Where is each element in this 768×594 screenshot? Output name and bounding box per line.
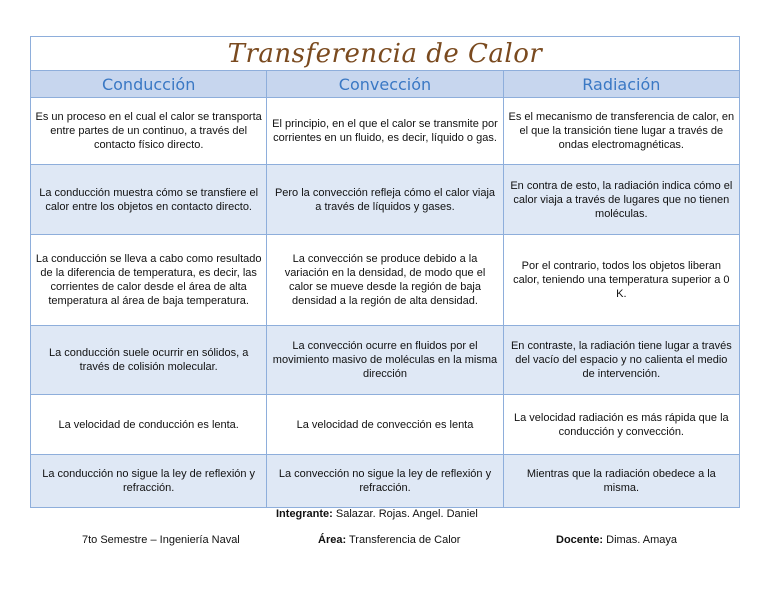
footer-integrante (276, 508, 478, 520)
table-cell: Es el mecanismo de transferencia de calor, en el que la transición tiene lugar a través de ondas electromagnéticas. (503, 98, 739, 165)
comparison-table (30, 36, 740, 508)
integrante-label: Integrante: (276, 508, 333, 520)
table-cell: La conducción se lleva a cabo como resultado de la diferencia de temperatura, es decir, las corrientes de calor desde el área de alta temperatura al área de baja temperatura. (31, 235, 267, 326)
table-row (31, 395, 740, 455)
table-cell: En contraste, la radiación tiene lugar a través del vacío del espacio y no calienta el medio de intervención. (503, 326, 739, 395)
table-row (31, 455, 740, 508)
table-cell: La conducción muestra cómo se transfiere el calor entre los objetos en contacto directo. (31, 165, 267, 235)
table-cell: La velocidad radiación es más rápida que la conducción y convección. (503, 395, 739, 455)
table-row (31, 326, 740, 395)
table-cell: Por el contrario, todos los objetos liberan calor, teniendo una temperatura superior a 0 K. (503, 235, 739, 326)
footer-area (318, 534, 460, 546)
table-cell: La convección ocurre en fluidos por el movimiento masivo de moléculas en la misma dirección (267, 326, 503, 395)
area-value: Transferencia de Calor (348, 534, 461, 546)
table-cell: La convección se produce debido a la variación en la densidad, de modo que el calor se mueve desde la región de baja densidad a la región de alta densidad. (267, 235, 503, 326)
integrante-value: Salazar. Rojas. Angel. Daniel (335, 508, 478, 520)
table-cell: Mientras que la radiación obedece a la misma. (503, 455, 739, 508)
table-cell: En contra de esto, la radiación indica cómo el calor viaja a través de lugares que no tienen moléculas. (503, 165, 739, 235)
table-title: Transferencia de Calor (31, 37, 740, 71)
table-cell: La conducción suele ocurrir en sólidos, a través de colisión molecular. (31, 326, 267, 395)
table-cell: La conducción no sigue la ley de reflexión y refracción. (31, 455, 267, 508)
table-row (31, 98, 740, 165)
docente-value: Dimas. Amaya (606, 534, 678, 546)
table-cell: La convección no sigue la ley de reflexión y refracción. (267, 455, 503, 508)
column-header-conveccion: Convección (267, 71, 503, 98)
footer-docente (556, 534, 677, 546)
table-cell: El principio, en el que el calor se transmite por corrientes en un fluido, es decir, líquido o gas. (267, 98, 503, 165)
table-cell: Es un proceso en el cual el calor se transporta entre partes de un continuo, a través del contacto físico directo. (31, 98, 267, 165)
table-cell: La velocidad de convección es lenta (267, 395, 503, 455)
docente-label: Docente: (556, 534, 604, 546)
area-label: Área: (318, 534, 347, 546)
footer-semestre: 7to Semestre – Ingeniería Naval (82, 534, 240, 546)
column-header-conduccion: Conducción (31, 71, 267, 98)
table-row (31, 165, 740, 235)
table-cell: Pero la convección refleja cómo el calor viaja a través de líquidos y gases. (267, 165, 503, 235)
table-cell: La velocidad de conducción es lenta. (31, 395, 267, 455)
column-header-radiacion: Radiación (503, 71, 739, 98)
table-row (31, 235, 740, 326)
